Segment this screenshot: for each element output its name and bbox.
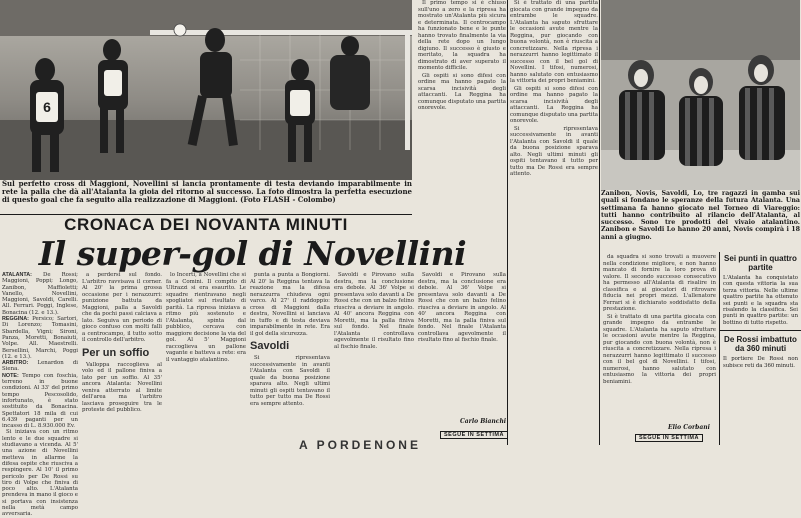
sidebar-text-2: Il portiere De Rossi non subisce reti da 360 minuti. [723, 356, 798, 369]
byline-elio-corbani: Elio Corbani [668, 424, 710, 431]
article-headline: Il super-gol di Novellini [38, 234, 467, 273]
sidebar-title-sei-punti: Sei punti in quattro partite [724, 254, 797, 272]
article-kicker: CRONACA DEI NOVANTA MINUTI [64, 215, 348, 234]
subhead-savoldi: Savoldi [250, 340, 290, 352]
column-divider [599, 0, 600, 445]
match-photo [0, 0, 412, 180]
three-players-image [601, 0, 800, 190]
column-divider [507, 0, 508, 445]
lineup-atalanta: ATALANTA: De Rossi; Maggioni, Poppi; Longo, Zanibon, Maffioletti; Vanello, Novellini, Maggioni, Savoldi, Carelli. All. Ferrari. Poggi, Inglese, Bonacina (12. e 13.). [2, 272, 79, 316]
article-column-6: Il primo tempo si è chiuso sull'uno a zero e la ripresa ha mostrato un'Atalanta più sicura e determinata. Il centrocampo ha funzionato bene e le punte hanno trovato finalmente la via della rete dopo un lungo digiuno. Il successo è giusto e meritato, la squadra ha dimostrato di aver superato il momento difficile. Gli ospiti si sono difesi con ordine ma hanno pagato la scarsa incisività degli attaccanti. La Reggina ha comunque disputato una partita onorevole. [418, 0, 506, 111]
photo-caption: Sul perfetto cross di Maggioni, Novellini si lancia prontamente di testa deviando imparabilmente in rete la palla che dà all'Atalanta la gioia del ritorno al successo. La foto dimostra la perfetta esecuzione di questo goal che fa seguito alla realizzazione di Maggioni. (Foto FLASH - Colombo) [2, 179, 412, 204]
article-column-5: Savoldi e Pirovano sulla destra, ma la conclusione era debole. Al 36' Volpe si presentava solo davanti a De Rossi che con un balzo felino riusciva a deviare in angolo. Al 40' ancora Reggina con Moretti, ma la palla finiva sul fondo. Nel finale l'Atalanta controllava agevolmente il risultato fino al fischio finale. [334, 272, 414, 350]
lineup-referee: ARBITRO: Lenardon di Siena. [2, 360, 79, 373]
players-caption: Zanibon, Novis, Savoldi, Lo, tre ragazzi in gamba sui quali si fondano le speranze della futura Atalanta. Una settimana fa hanno giocato nel Torneo di Viareggio: tutti hanno contribuito al rilancio dell'Atalanta, al successo. Sono tre prodotti del vivaio atalantino. Zanibon e Savoldi Lo hanno 20 anni, Novis compirà i 18 anni a giugno. [601, 190, 800, 241]
lineup-column [2, 272, 79, 518]
stats-sidebar [719, 252, 801, 445]
ball [174, 24, 186, 36]
players-photo [601, 0, 800, 190]
sidebar-title-de-rossi: De Rossi imbattuto da 360 minuti [724, 335, 797, 354]
shirt-number: 6 [43, 99, 51, 115]
col1-text: Si iniziava con un ritmo lento e le due squadre si studiavano a vicenda. Al 5' una azione di Novellini metteva in allarme la difesa ospite che riusciva a respingere. Al 10' il primo pericolo per De Rossi su tiro di Volpe che finiva di poco alto. L'Atalanta prendeva in mano il gioco e si portava con insistenza nella metà campo avversaria. [2, 429, 78, 518]
article-column-3: lo Incerti, a Novellini che si fa a Comini. Il compito di Ultrazzi si era esaurito. Le squadre rientravano negli spogliatoi sul risultato di parità. La ripresa iniziava a ritmo più sostenuto e l'Atalanta, spinta dal pubblico, cercava con maggiore decisione la via del gol. Al 5' Maggioni raccoglieva un pallone vagante e batteva a rete: era il vantaggio atalantino. [166, 272, 246, 363]
lineup-reggina: REGGINA: Persico; Sartori, Di Lorenzo; Tomasini, Sbardella, Vigni; Sironi, Panza, Moretti, Bonaiuti, Volpe. All. Maestrelli. Bersellini, Marchi, Poggi (12. e 13.). [2, 316, 78, 360]
article-column-8: da squadra si sono trovati a muovere nella condizione migliore, e non hanno mancato di fornire la loro prova di valore. Il secondo successo consecutivo ha permesso all'Atalanta di risalire in classifica e ai giocatori di ritrovare fiducia nei propri mezzi. L'allenatore Ferrari si è dichiarato soddisfatto della prestazione. Si è trattato di una partita giocata con grande impegno da entrambe le squadre. L'Atalanta ha saputo sfruttare le occasioni avute mentre la Reggina, pur giocando con buona volontà, non è riuscita a concretizzare. Nella ripresa i nerazzurri hanno legittimato il successo con il bel gol di Novellini. I tifosi, numerosi, hanno salutato con entusiasmo la vittoria dei propri beniamini. [603, 254, 716, 385]
article-column-7: Si è trattato di una partita giocata con grande impegno da entrambe le squadre. L'Atalanta ha saputo sfruttare le occasioni avute mentre la Reggina, pur giocando con buona volontà, non è riuscita a concretizzare. Nella ripresa i nerazzurri hanno legittimato il successo con il bel gol di Novellini. I tifosi, numerosi, hanno salutato con entusiasmo la vittoria dei propri beniamini. Gli ospiti si sono difesi con ordine ma hanno pagato la scarsa incisività degli attaccanti. La Reggina ha comunque disputato una partita onorevole. Si ripresentava successivamente in avanti l'Atalanta con Savoldi il quale da buona posizione sparava alto. Negli ultimi minuti gli ospiti tentavano il tutto per tutto ma De Rossi era sempre attento. [510, 0, 598, 177]
article-column-4: punta a punta a Bongiorni. Al 20' la Reggina tentava la reazione ma la difesa nerazzurra chiudeva ogni varco. Al 27' il raddoppio: cross di Maggioni dalla destra, Novellini si lanciava in tuffo e di testa deviava imparabilmente in rete. Era il gol della sicurezza. Savoldi Si ripresentava successivamente in avanti l'Atalanta con Savoldi il quale da buona posizione sparava alto. Negli ultimi minuti gli ospiti tentavano il tutto per tutto ma De Rossi era sempre attento. [250, 272, 330, 407]
heading-goal-image [0, 0, 412, 180]
segue-label-2: SEGUE IN SETTIMA [635, 434, 703, 442]
subhead-per-un-soffio: Per un soffio [82, 346, 150, 359]
article-column-6-lower: Savoldi e Pirovano sulla destra, ma la conclusione era debole. Al 36' Volpe si presentava solo davanti a De Rossi che con un balzo felino riusciva a deviare in angolo. Al 40' ancora Reggina con Moretti, ma la palla finiva sul fondo. Nel finale l'Atalanta controllava agevolmente il risultato fino al fischio finale. [418, 272, 506, 343]
sidebar-text-1: L'Atalanta ha conquistato con questa vittoria la sua terza vittoria. Nelle ultime quattro partite ha ottenuto sei punti e la squadra sta risalendo la classifica. Sei punti in quattro partite: un bottino di tutto rispetto. [723, 275, 798, 326]
byline-carlo-bianchi: Carlo Bianchi [460, 418, 507, 425]
lineup-notes: NOTE: Tempo con foschia, terreno in buone condizioni. Al 33' del primo tempo Pescosolido, infortunato, è stato sostituito da Bonacina. Spettatori 18 mila di cui 6.439 paganti per un incasso di L. 8.930.000 Ev. [2, 372, 78, 430]
bottom-headline: A PORDENONE [299, 438, 421, 452]
segue-label: SEGUE IN SETTIMA [440, 431, 508, 439]
article-column-2: a perdersi sul fondo. L'arbitro ravvisava il corner. Al 20' la prima grossa occasione per i nerazzurri: punizione battuta da Maggioni, palla a Savoldi che da pochi passi calciava a lato. Seguiva un periodo di gioco confuso con molti falli a centrocampo, il tutto sotto il controllo dell'arbitro. Per un soffio Valloppa raccoglieva al volo ed il pallone finiva a lato per un soffio. Al 35' ancora Atalanta: Novellini veniva atterrato al limite dell'area ma l'arbitro lasciava proseguire tra le proteste del pubblico. [82, 272, 162, 413]
